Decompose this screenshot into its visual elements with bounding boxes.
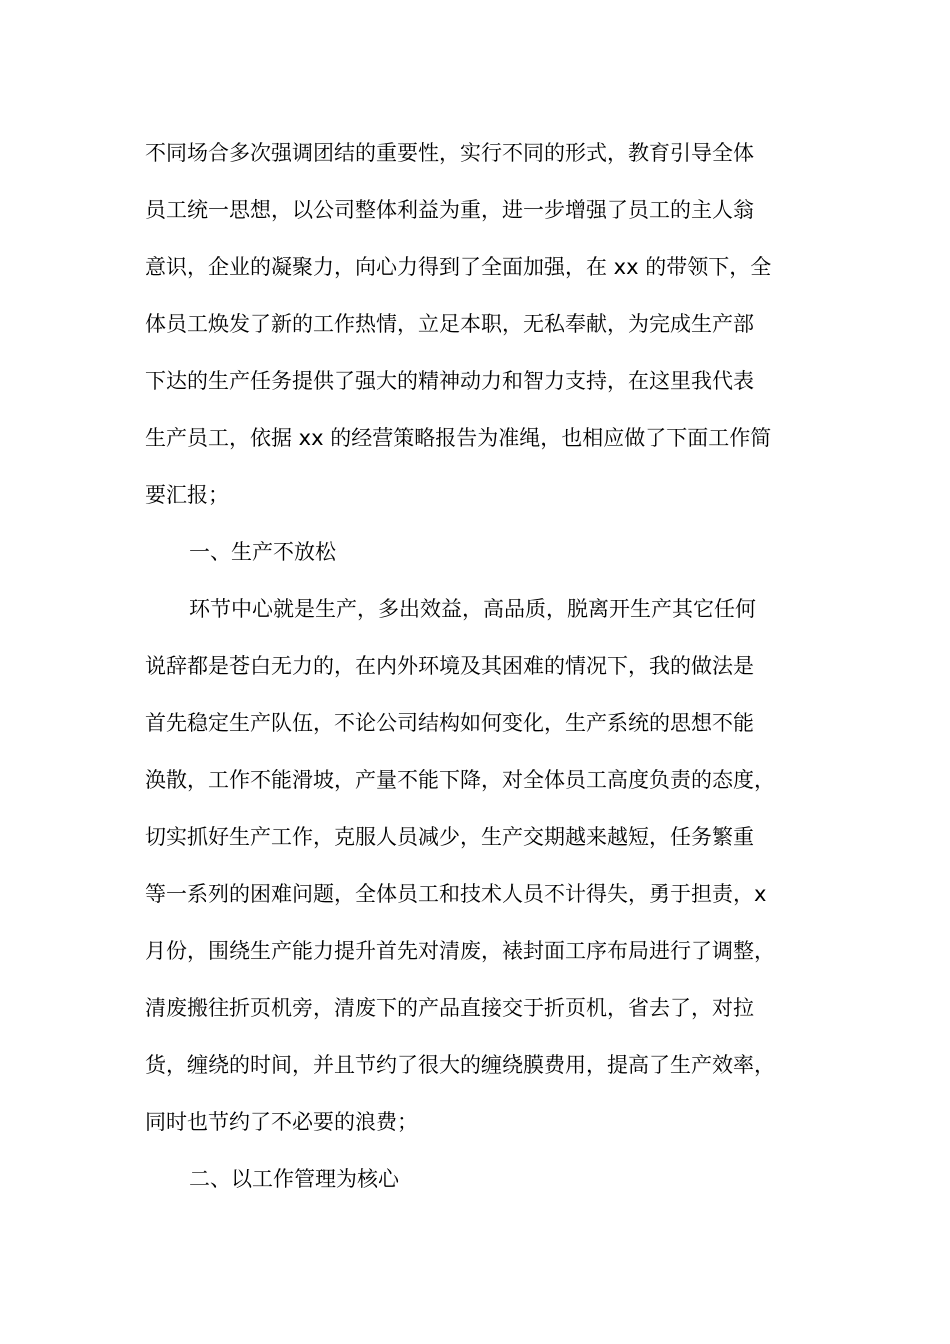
paragraph-line: 体员工焕发了新的工作热情，立足本职，无私奉献，为完成生产部 — [145, 312, 754, 336]
paragraph-line: 切实抓好生产工作，克服人员减少，生产交期越来越短，任务繁重 — [145, 825, 754, 849]
paragraph-line: 同时也节约了不必要的浪费； — [145, 1110, 418, 1134]
paragraph-line: 涣散，工作不能滑坡，产量不能下降，对全体员工高度负责的态度， — [145, 768, 775, 792]
paragraph-line: 货，缠绕的时间，并且节约了很大的缠绕膜费用，提高了生产效率， — [145, 1053, 775, 1077]
paragraph-line: 生产员工，依据 xx 的经营策略报告为准绳，也相应做了下面工作简 — [145, 426, 772, 450]
paragraph-line: 首先稳定生产队伍，不论公司结构如何变化，生产系统的思想不能 — [145, 711, 754, 735]
paragraph-line: 环节中心就是生产，多出效益，高品质，脱离开生产其它任何 — [189, 597, 756, 621]
section-heading: 二、以工作管理为核心 — [189, 1167, 399, 1191]
paragraph-line: 员工统一思想，以公司整体利益为重，进一步增强了员工的主人翁 — [145, 198, 754, 222]
section-heading: 一、生产不放松 — [189, 540, 336, 564]
paragraph-line: 不同场合多次强调团结的重要性，实行不同的形式，教育引导全体 — [145, 141, 754, 165]
paragraph-line: 要汇报； — [145, 483, 229, 507]
paragraph-line: 下达的生产任务提供了强大的精神动力和智力支持，在这里我代表 — [145, 369, 754, 393]
paragraph-line: 月份，围绕生产能力提升首先对清废，裱封面工序布局进行了调整， — [145, 939, 775, 963]
paragraph-line: 说辞都是苍白无力的，在内外环境及其困难的情况下，我的做法是 — [145, 654, 754, 678]
paragraph-line: 意识，企业的凝聚力，向心力得到了全面加强，在 xx 的带领下，全 — [145, 255, 772, 279]
paragraph-line: 清废搬往折页机旁，清废下的产品直接交于折页机，省去了，对拉 — [145, 996, 754, 1020]
paragraph-line: 等一系列的困难问题，全体员工和技术人员不计得失，勇于担责，x — [145, 882, 767, 906]
